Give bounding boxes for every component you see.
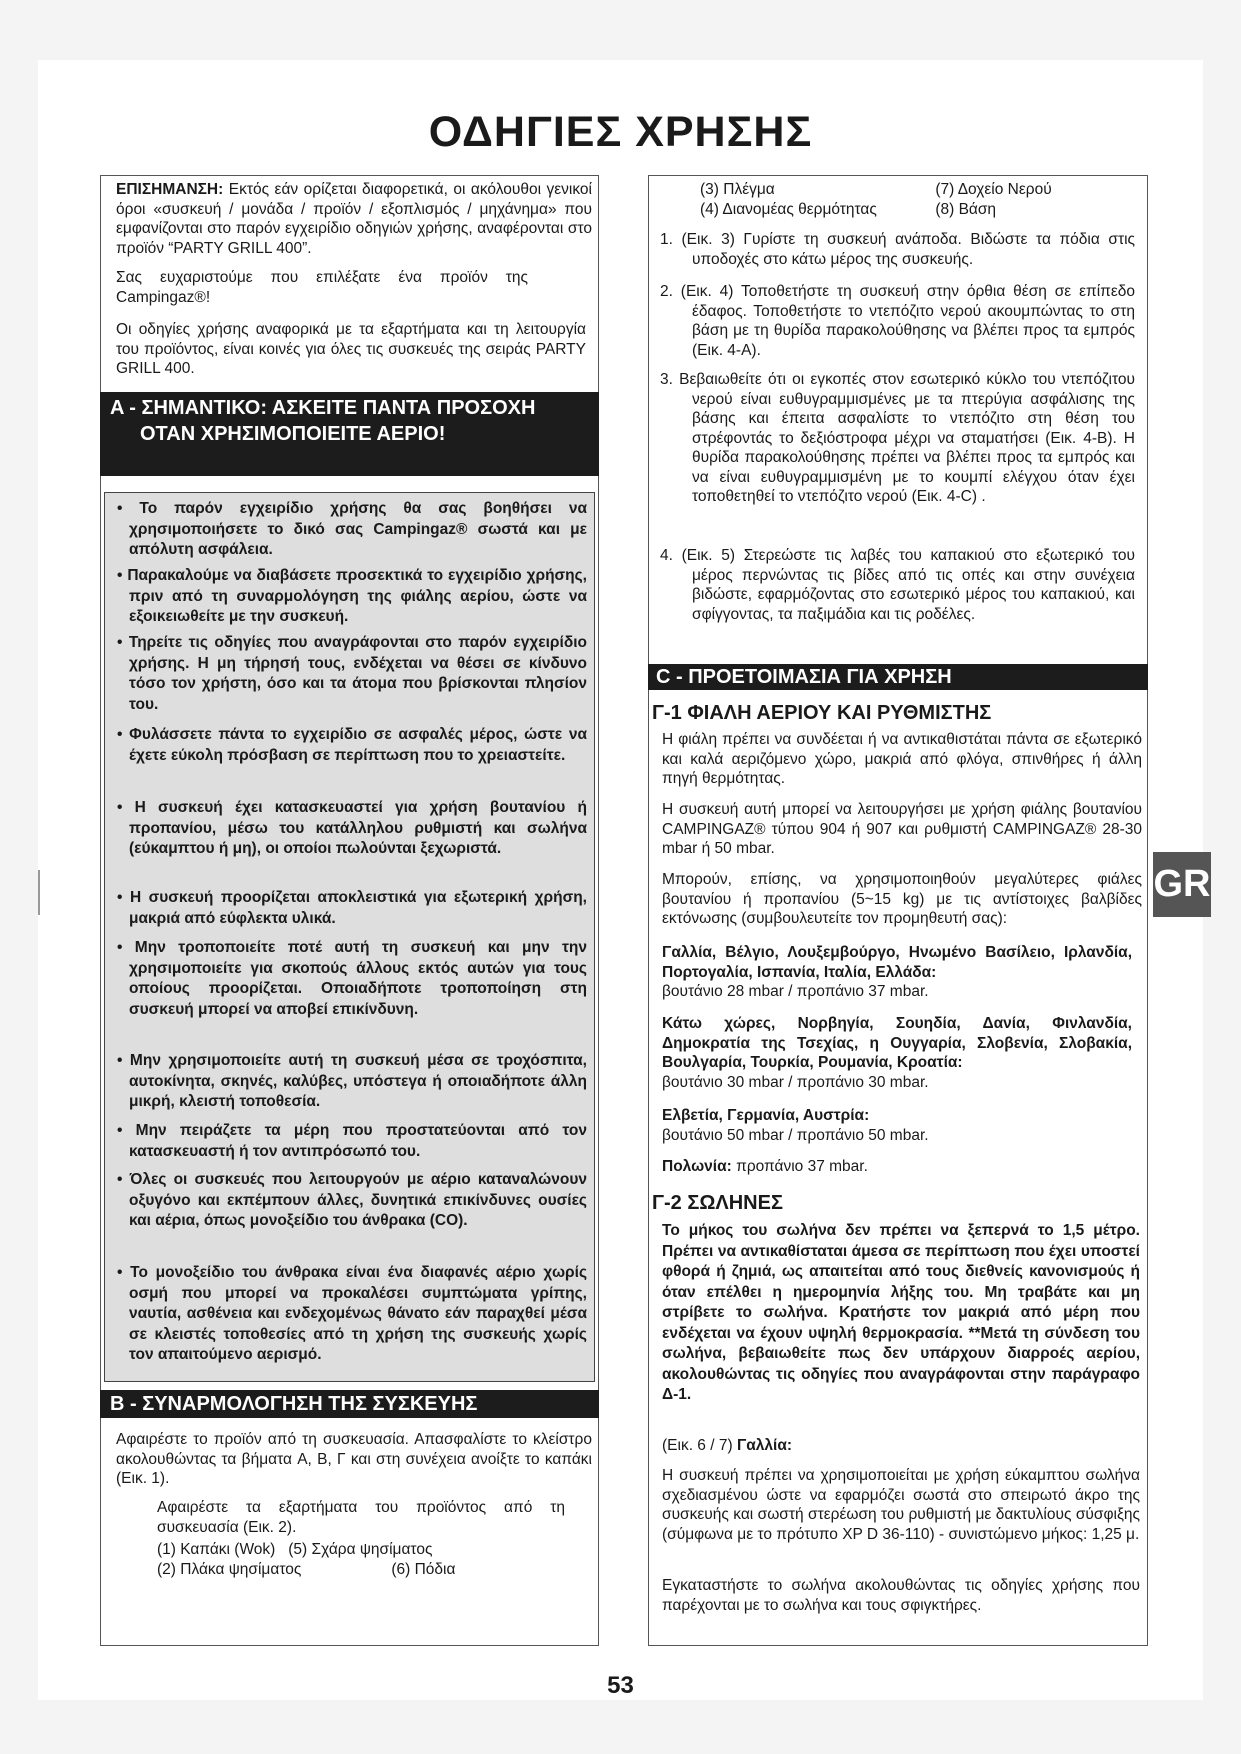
page-edge-mark: [38, 870, 40, 915]
section-c-title: C - ΠΡΟΕΤΟΙΜΑΣΙΑ ΓΙΑ ΧΡΗΣΗ: [656, 666, 952, 688]
warning-item: • Μην πειράζετε τα μέρη που προστατεύονται από τον κατασκευαστή ή τον αντιπρόσωπό του.: [117, 1122, 587, 1160]
g2-paragraph-3: Εγκαταστήστε το σωλήνα ακολουθώντας τις οδηγίες χρήσης που παρέχονται με το σωλήνα και τους σφιγκτήρες.: [662, 1577, 1140, 1614]
section-a-header: [100, 392, 599, 476]
g2-title: Γ-2 ΣΩΛΗΝΕΣ: [652, 1192, 783, 1214]
parts-list-right: [700, 180, 1130, 219]
country-pressure: βουτάνιο 28 mbar / προπάνιο 37 mbar.: [662, 983, 929, 1000]
g1-paragraph-1: Η φιάλη πρέπει να συνδέεται ή να αντικαθιστάται πάντα σε εξωτερικό και καλά αεριζόμενο χώρο, μακριά από φλόγα, σπινθήρες ή άλλη πηγή θερμότητας.: [662, 731, 1142, 787]
country-names: Γαλλία, Βέλγιο, Λουξεμβούργο, Ηνωμένο Βασίλειο, Ιρλανδία, Πορτογαλία, Ισπανία, Ιταλία, Ελλάδα:: [662, 944, 1132, 981]
country-names: Πολωνία:: [662, 1158, 732, 1175]
figure-reference: (Εικ. 6 / 7): [662, 1437, 733, 1454]
part-item: (7) Δοχείο Νερού: [935, 181, 1052, 198]
g2-paragraph-2: Η συσκευή πρέπει να χρησιμοποιείται με χρήση εύκαμπτου σωλήνα σχεδιασμένου ώστε να εφαρμόζει σωστά στο σπειρωτό άκρο της συσκευής και σωστή στερέωση του ρυθμιστή με δακτυλίους σύσφιξης (σύμφωνα με το πρότυπο XP D 36-110) - συνιστώμενο μήκος: 1,25 μ.: [662, 1467, 1140, 1543]
country-group: [662, 1106, 1132, 1145]
section-b-header: [100, 1390, 599, 1418]
warning-item: • Το μονοξείδιο του άνθρακα είναι ένα διαφανές αέριο χωρίς οσμή που μπορεί να προκαλέσει συμπτώματα γρίπης, ναυτία, ασθένεια και ενδεχομένως θάνατο εάν παραχθεί μέσα σε κλειστές τοποθεσίες από τη χρήση της συσκευής χωρίς τον απαιτούμενο αερισμό.: [117, 1264, 587, 1363]
parts-row: [157, 1540, 577, 1560]
section-b-title: B - ΣΥΝΑΡΜΟΛΟΓΗΣΗ ΤΗΣ ΣΥΣΚΕΥΗΣ: [110, 1393, 478, 1415]
parts-row: [700, 180, 1130, 200]
part-item: (3) Πλέγμα: [700, 181, 775, 198]
france-label: Γαλλία:: [736, 1437, 793, 1454]
g2-figure-ref: [662, 1436, 1132, 1456]
page-title: ΟΔΗΓΙΕΣ ΧΡΗΣΗΣ: [428, 108, 813, 156]
parts-row: [157, 1560, 577, 1580]
warning-item: • Η συσκευή έχει κατασκευαστεί για χρήση βουτανίου ή προπανίου, μέσω του κατάλληλου ρυθμιστή και σωλήνα (εύκαμπτου ή μη), οι οποίοι πωλούνται ξεχωριστά.: [117, 799, 587, 857]
warning-item: • Μην τροποποιείτε ποτέ αυτή τη συσκευή και μην την χρησιμοποιείτε για σκοπούς άλλους εκτός αυτών για τους οποίους προορίζεται. Οποιαδήποτε τροποποίηση στη συσκευή μπορεί να αποβεί επικίνδυνη.: [117, 939, 587, 1018]
country-names: Κάτω χώρες, Νορβηγία, Σουηδία, Δανία, Φινλανδία, Δημοκρατία της Τσεχίας, η Ουγγαρία, Σλοβενία, Σλοβακία, Βουλγαρία, Τουρκία, Ρουμανία, Κροατία:: [662, 1015, 1132, 1071]
section-a-title: A - ΣΗΜΑΝΤΙΚΟ: ΑΣΚΕΙΤΕ ΠΑΝΤΑ ΠΡΟΣΟΧΗ ΟΤΑΝ ΧΡΗΣΙΜΟΠΟΙΕΙΤΕ ΑΕΡΙΟ!: [110, 397, 536, 445]
warning-item: • Φυλάσσετε πάντα το εγχειρίδιο σε ασφαλές μέρος, ώστε να έχετε εύκολη πρόσβαση σε περίπτωση που το χρειαστείτε.: [117, 726, 587, 764]
country-pressure: βουτάνιο 50 mbar / προπάνιο 50 mbar.: [662, 1126, 929, 1144]
warning-item: • Η συσκευή προορίζεται αποκλειστικά για εξωτερική χρήση, μακριά από εύφλεκτα υλικά.: [117, 889, 587, 927]
section-c-header: [648, 664, 1148, 690]
intro-text: Εκτός εάν ορίζεται διαφορετικά, οι ακόλουθοι γενικοί όροι «συσκευή / μονάδα / προϊόν / εξοπλισμός / μηχάνημα» που εμφανίζονται στο παρόν εγχειρίδιο οδηγιών χρήσης, αναφέρονται στο προϊόν “PARTY GRILL 400”.: [116, 181, 592, 257]
assembly-step: 1. (Εικ. 3) Γυρίστε τη συσκευή ανάποδα. Βιδώστε τα πόδια στις υποδοχές στο κάτω μέρος της συσκευής.: [660, 231, 1135, 268]
parts-row: [700, 200, 1130, 220]
g1-paragraph-3: Μπορούν, επίσης, να χρησιμοποιηθούν μεγαλύτερες φιάλες βουτανίου ή προπανίου (5~15 kg) με τις αντίστοιχες βαλβίδες εκτόνωσης (συμβουλευτείτε τον προμηθευτή σας):: [662, 871, 1142, 927]
intro-paragraph: [116, 180, 592, 258]
country-group-poland: [662, 1157, 1132, 1177]
thanks-paragraph: Σας ευχαριστούμε που επιλέξατε ένα προϊόν της Campingaz®!: [116, 269, 528, 306]
g1-paragraph-2: Η συσκευή αυτή μπορεί να λειτουργήσει με χρήση φιάλης βουτανίου CAMPINGAZ® τύπου 904 ή 907 και ρυθμιστή CAMPINGAZ® 28-30 mbar ή 50 mbar.: [662, 801, 1142, 857]
assembly-step: 2. (Εικ. 4) Τοποθετήστε τη συσκευή στην όρθια θέση σε επίπεδο έδαφος. Τοποθετήστε το ντεπόζιτο νερού ακουμπώντας το στη βάση με τη θυρίδα παρακολούθησης να βλέπει προς τα εμπρός (Εικ. 4-A).: [660, 283, 1135, 359]
assembly-step: 4. (Εικ. 5) Στερεώστε τις λαβές του καπακιού στο εξωτερικό του μέρος περνώντας τις βίδες από τις οπές και στην συνέχεια βιδώστε, εφαρμόζοντας στο εσωτερικό μέρος του καπακιού, και σφίγγοντας, τα παξιμάδια και τις ροδέλες.: [660, 547, 1135, 623]
country-names: Ελβετία, Γερμανία, Αυστρία:: [662, 1107, 870, 1124]
country-pressure: βουτάνιο 30 mbar / προπάνιο 30 mbar.: [662, 1073, 929, 1091]
warning-box: [104, 492, 595, 1382]
remove-parts-paragraph: Αφαιρέστε τα εξαρτήματα του προϊόντος από τη συσκευασία (Εικ. 2).: [157, 1499, 565, 1536]
part-item: (2) Πλάκα ψησίματος: [157, 1560, 302, 1578]
part-item: (1) Καπάκι (Wok): [157, 1541, 276, 1558]
country-group: [662, 1014, 1132, 1092]
warning-item: • Μην χρησιμοποιείτε αυτή τη συσκευή μέσα σε τροχόσπιτα, αυτοκίνητα, σκηνές, καλύβες, υπόστεγα ή οποιαδήποτε άλλη μικρή, κλειστή τοποθεσία.: [117, 1052, 587, 1110]
intro-label: ΕΠΙΣΗΜΑΝΣΗ:: [116, 181, 224, 198]
g2-warning-paragraph: Το μήκος του σωλήνα δεν πρέπει να ξεπερνά το 1,5 μέτρο. Πρέπει να αντικαθίσταται άμεσα σε περίπτωση που έχει υποστεί φθορά ή ζημιά, ως απαιτείται από τους διεθνείς κανονισμούς ή όταν επέλθει η ημερομηνία λήξης του. Μη τραβάτε και μη στρίβετε το σωλήνα. Κρατήστε τον μακριά από μέρη που ενδέχεται να έχουν υψηλή θερμοκρασία. **Μετά τη σύνδεση του σωλήνα, βεβαιωθείτε πως δεν υπάρχουν διαρροές αερίου, ακολουθώντας τις οδηγίες που αναγράφονται στην παράγραφο Δ-1.: [662, 1222, 1140, 1403]
warning-item: • Παρακαλούμε να διαβάσετε προσεκτικά το εγχειρίδιο χρήσης, πριν από τη συναρμολόγηση της φιάλης αερίου, ώστε να εξοικειωθείτε με την συσκευή.: [117, 567, 587, 625]
part-item: (4) Διανομέας θερμότητας: [700, 200, 877, 218]
country-group: [662, 943, 1132, 1002]
g1-title: Γ-1 ΦΙΑΛΗ ΑΕΡΙΟΥ ΚΑΙ ΡΥΘΜΙΣΤΗΣ: [652, 702, 992, 724]
warning-item: • Τηρείτε τις οδηγίες που αναγράφονται στο παρόν εγχειρίδιο χρήσης. Η μη τήρησή τους, ενδέχεται να θέσει σε κίνδυνο τόσο τον χρήστη, όσο και τα άτομα που βρίσκονται πλησίον του.: [117, 634, 587, 713]
language-tab: GR: [1153, 852, 1211, 917]
part-item: (8) Βάση: [935, 200, 997, 218]
warning-item: • Όλες οι συσκευές που λειτουργούν με αέριο καταναλώνουν οξυγόνο και εκπέμπουν άλλες, δυνητικά επικίνδυνες ουσίες και αέρια, όπως μονοξείδιο του άνθρακα (CO).: [117, 1171, 587, 1229]
parts-list-left: [157, 1540, 577, 1579]
part-item: (6) Πόδια: [391, 1560, 456, 1578]
assembly-paragraph: Αφαιρέστε το προϊόν από τη συσκευασία. Απασφαλίστε το κλείστρο ακολουθώντας τα βήματα A, B, Γ και στη συνέχεια ανοίξτε το καπάκι (Εικ. 1).: [116, 1431, 592, 1487]
warning-item: • Το παρόν εγχειρίδιο χρήσης θα σας βοηθήσει να χρησιμοποιήσετε το δικό σας Campingaz® σωστά και με απόλυτη ασφάλεια.: [117, 500, 587, 558]
country-pressure: προπάνιο 37 mbar.: [736, 1158, 868, 1175]
instructions-paragraph: Οι οδηγίες χρήσης αναφορικά με τα εξαρτήματα και τη λειτουργία του προϊόντος, είναι κοινές για όλες τις συσκευές της σειράς PARTY GRILL 400.: [116, 321, 586, 377]
assembly-step: 3. Βεβαιωθείτε ότι οι εγκοπές στον εσωτερικό κύκλο του ντεπόζιτου νερού είναι ευθυγραμμισμένες με τα πτερύγια ασφάλισης της βάσης και έπειτα ασφαλίστε το ντεπόζιτο στη θέση του στρέφοντάς το δεξιόστροφα μέχρι να σταματήσει (Εικ. 4-B). Η θυρίδα παρακολούθησης πρέπει να βλέπει προς τα εμπρός και να είναι ευθυγραμμισμένη με το κουμπί ελέγχου όταν έχει τοποθετηθεί το ντεπόζιτο νερού (Εικ. 4-C) .: [660, 371, 1135, 505]
part-item: (5) Σχάρα ψησίματος: [288, 1541, 433, 1558]
page-number: 53: [607, 1672, 634, 1699]
